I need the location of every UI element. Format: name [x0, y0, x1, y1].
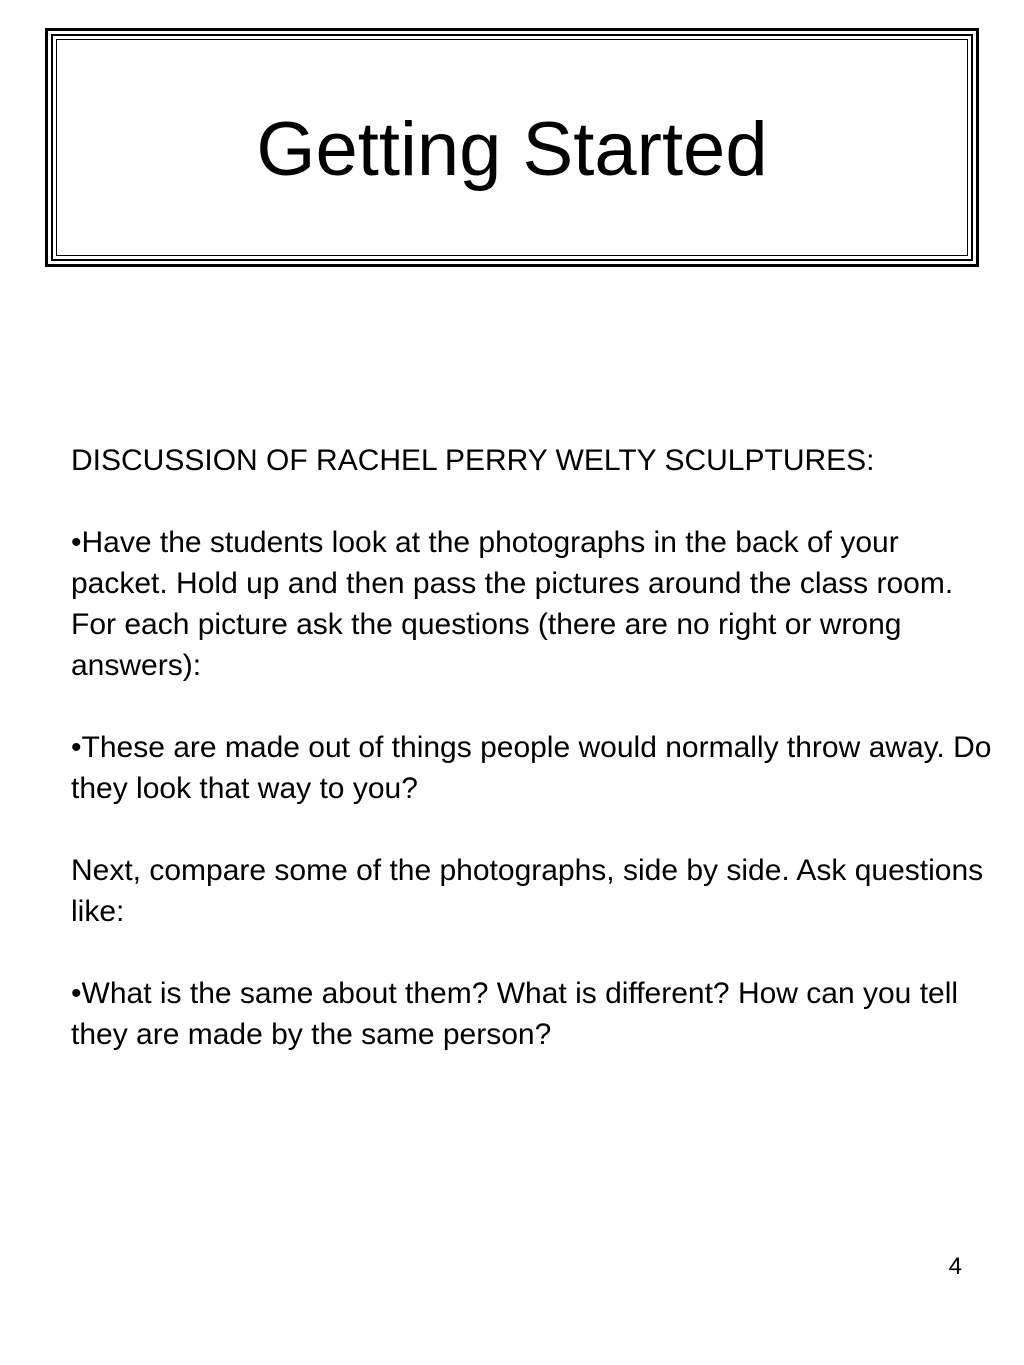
body-paragraph: •These are made out of things people would normally throw away. Do they look that way to you?: [71, 731, 992, 805]
slide-body: [71, 440, 1001, 1096]
slide-title: Getting Started: [256, 107, 768, 192]
section-heading: DISCUSSION OF RACHEL PERRY WELTY SCULPTURES:: [71, 444, 875, 477]
body-paragraph: •What is the same about them? What is different? How can you tell they are made by the same person?: [71, 977, 959, 1051]
page-number: 4: [948, 1253, 962, 1280]
body-paragraph: Next, compare some of the photographs, side by side. Ask questions like:: [71, 854, 984, 928]
body-paragraph: •Have the students look at the photographs in the back of your packet. Hold up and then pass the pictures around the class room. For each picture ask the questions (there are no right or wrong answers):: [71, 526, 954, 682]
